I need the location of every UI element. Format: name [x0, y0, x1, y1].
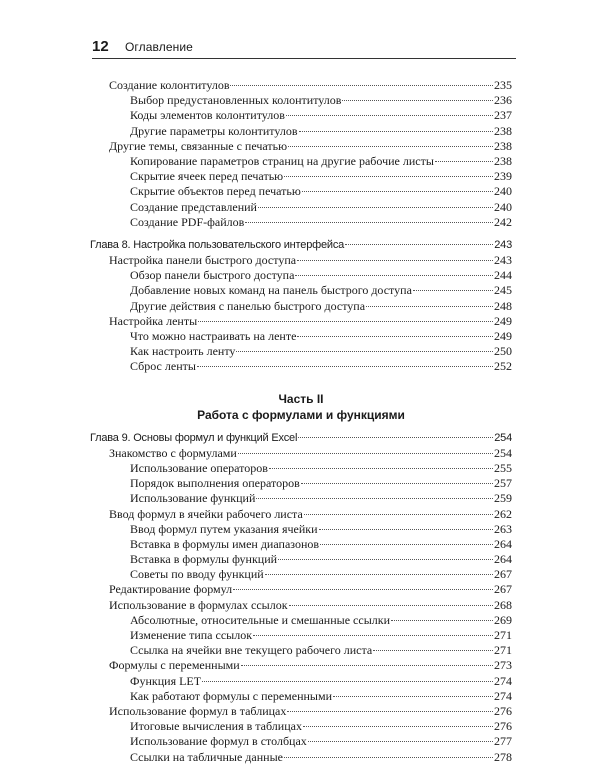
toc-entry-page-number: 252 [494, 359, 512, 374]
dot-leader [302, 191, 493, 192]
toc-entry-title: Ввод формул в ячейки рабочего листа [109, 506, 303, 521]
toc-entry-page-number: 249 [494, 313, 512, 328]
toc-entry-page-number: 242 [494, 214, 512, 229]
toc-entry-page-number: 248 [494, 298, 512, 313]
toc-entry-page-number: 250 [494, 344, 512, 359]
toc-entry-page-number: 267 [494, 582, 512, 597]
toc-entry-title: Использование формул в столбцах [130, 734, 307, 749]
toc-entry [90, 461, 512, 476]
toc-entry-title: Что можно настраивать на ленте [130, 329, 297, 343]
toc-entry-title: Другие действия с панелью быстрого доступа [130, 298, 366, 313]
toc-entry-page-number: 264 [494, 552, 512, 567]
dot-leader [373, 650, 493, 651]
toc-entry-page-number: 269 [494, 612, 512, 627]
toc-entry-page-number: 245 [494, 283, 512, 298]
toc-entry-page-number: 238 [494, 153, 512, 168]
dot-leader [301, 483, 493, 484]
toc-entry-page-number: 268 [494, 597, 512, 612]
dot-leader [435, 161, 493, 162]
toc-entry-title: Вставка в формулы имен диапазонов [130, 536, 320, 551]
toc-entry [90, 507, 512, 522]
toc-entry [90, 139, 512, 154]
dot-leader [238, 453, 493, 454]
dot-leader [198, 321, 493, 322]
toc-chapter-entry [90, 431, 512, 446]
toc-entry-page-number: 267 [494, 567, 512, 582]
toc-entry-title: Использование функций [130, 491, 256, 506]
toc-entry [90, 124, 512, 139]
toc-entry [90, 446, 512, 461]
toc-entry-title: Другие темы, связанные с печатью [109, 138, 288, 153]
toc-entry [90, 215, 512, 230]
dot-leader [333, 696, 493, 697]
toc-entry [90, 643, 512, 658]
toc-entry-title: Настройка панели быстрого доступа [109, 253, 297, 268]
toc-entry-page-number: 255 [494, 460, 512, 475]
dot-leader [284, 176, 493, 177]
toc-section-top [90, 78, 512, 375]
toc-entry [90, 299, 512, 314]
toc-entry-title: Использование операторов [130, 460, 268, 475]
toc-entry [90, 283, 512, 298]
toc-entry-title: Скрытие объектов перед печатью [130, 184, 301, 199]
toc-entry [90, 582, 512, 597]
toc-entry-title: Знакомство с формулами [109, 445, 237, 460]
toc-entry-title: Настройка ленты [109, 313, 198, 328]
table-of-contents [90, 78, 512, 765]
toc-entry-title: Вставка в формулы функций [130, 552, 278, 567]
dot-leader [202, 681, 493, 682]
dot-leader [304, 514, 493, 515]
toc-entry [90, 491, 512, 506]
toc-entry-page-number: 239 [494, 169, 512, 184]
toc-entry-page-number: 274 [494, 688, 512, 703]
toc-entry [90, 674, 512, 689]
toc-entry-title: Порядок выполнения операторов [130, 476, 300, 491]
toc-entry [90, 734, 512, 749]
toc-entry-page-number: 244 [494, 268, 512, 283]
toc-entry-page-number: 243 [494, 238, 512, 251]
toc-entry [90, 522, 512, 537]
toc-entry-title: Ввод формул путем указания ячейки [130, 521, 318, 536]
toc-entry-title: Создание представлений [130, 199, 257, 214]
toc-entry-title: Копирование параметров страниц на другие рабочие листы [130, 153, 434, 168]
dot-leader [278, 559, 493, 560]
part-heading [90, 391, 512, 423]
toc-entry [90, 169, 512, 184]
toc-entry [90, 613, 512, 628]
toc-entry-page-number: 236 [494, 93, 512, 108]
dot-leader [289, 605, 493, 606]
dot-leader [197, 366, 493, 367]
toc-entry-title: Использование формул в таблицах [109, 703, 287, 718]
toc-entry [90, 552, 512, 567]
toc-entry-page-number: 237 [494, 108, 512, 123]
toc-entry-title: Добавление новых команд на панель быстрого доступа [130, 283, 412, 298]
toc-entry [90, 689, 512, 704]
dot-leader [297, 336, 493, 337]
toc-entry [90, 750, 512, 765]
toc-entry [90, 78, 512, 93]
toc-entry [90, 93, 512, 108]
toc-entry-page-number: 264 [494, 536, 512, 551]
dot-leader [287, 711, 493, 712]
dot-leader [269, 468, 493, 469]
toc-entry [90, 184, 512, 199]
toc-entry-title: Другие параметры колонтитулов [130, 123, 298, 138]
toc-entry [90, 200, 512, 215]
dot-leader [366, 306, 493, 307]
dot-leader [233, 589, 493, 590]
toc-entry-page-number: 238 [494, 123, 512, 138]
toc-entry-page-number: 262 [494, 506, 512, 521]
toc-entry-title: Глава 8. Настройка пользовательского интерфейса [90, 238, 345, 251]
dot-leader [320, 544, 493, 545]
dot-leader [391, 620, 493, 621]
toc-entry [90, 704, 512, 719]
toc-entry-page-number: 273 [494, 658, 512, 673]
toc-entry-page-number: 276 [494, 703, 512, 718]
toc-entry [90, 344, 512, 359]
toc-entry [90, 268, 512, 283]
toc-entry-page-number: 271 [494, 643, 512, 658]
dot-leader [245, 222, 493, 223]
toc-entry [90, 359, 512, 374]
toc-entry [90, 329, 512, 344]
dot-leader [297, 260, 493, 261]
dot-leader [236, 351, 493, 352]
toc-entry [90, 314, 512, 329]
toc-entry [90, 253, 512, 268]
toc-entry-page-number: 276 [494, 719, 512, 734]
toc-entry-page-number: 278 [494, 749, 512, 764]
dot-leader [241, 665, 493, 666]
toc-entry [90, 658, 512, 673]
toc-entry-page-number: 238 [494, 138, 512, 153]
toc-entry-page-number: 263 [494, 521, 512, 536]
toc-entry-title: Редактирование формул [109, 582, 233, 597]
dot-leader [265, 574, 493, 575]
toc-entry-page-number: 235 [494, 78, 512, 92]
toc-entry-title: Итоговые вычисления в таблицах [130, 719, 302, 734]
toc-entry-title: Ссылка на ячейки вне текущего рабочего листа [130, 643, 373, 658]
toc-entry-page-number: 259 [494, 491, 512, 506]
toc-entry-page-number: 271 [494, 628, 512, 642]
dot-leader [230, 85, 493, 86]
toc-entry-title: Скрытие ячеек перед печатью [130, 169, 284, 184]
dot-leader [253, 635, 493, 636]
toc-entry [90, 108, 512, 123]
toc-entry-title: Обзор панели быстрого доступа [130, 268, 295, 283]
dot-leader [256, 498, 493, 499]
toc-entry [90, 628, 512, 643]
toc-entry [90, 537, 512, 552]
toc-entry-title: Функция LET [130, 673, 202, 688]
dot-leader [308, 741, 493, 742]
toc-entry-title: Ссылки на табличные данные [130, 749, 283, 764]
toc-entry [90, 567, 512, 582]
toc-entry-title: Формулы с переменными [109, 658, 240, 673]
dot-leader [342, 100, 493, 101]
toc-entry-title: Выбор предустановленных колонтитулов [130, 93, 342, 108]
toc-entry-page-number: 243 [494, 253, 512, 268]
dot-leader [303, 726, 493, 727]
toc-entry-page-number: 274 [494, 673, 512, 688]
toc-entry-title: Как работают формулы с переменными [130, 688, 332, 703]
toc-entry-title: Создание колонтитулов [109, 78, 230, 92]
dot-leader [319, 529, 493, 530]
toc-entry-title: Коды элементов колонтитулов [130, 108, 285, 123]
toc-entry-title: Сброс ленты [130, 359, 196, 374]
toc-entry [90, 598, 512, 613]
toc-entry-title: Создание PDF-файлов [130, 214, 245, 229]
toc-entry [90, 719, 512, 734]
toc-entry-page-number: 254 [494, 431, 512, 444]
toc-entry-page-number: 249 [494, 329, 512, 343]
toc-entry-title: Глава 9. Основы формул и функций Excel [90, 431, 298, 444]
toc-entry-page-number: 257 [494, 476, 512, 491]
page-header [92, 36, 516, 59]
part-number: Часть II [278, 391, 324, 406]
running-title: Оглавление [125, 40, 193, 54]
dot-leader [298, 437, 493, 438]
toc-entry-page-number: 240 [494, 184, 512, 199]
toc-entry-page-number: 240 [494, 199, 512, 214]
toc-entry-title: Использование в формулах ссылок [109, 597, 288, 612]
toc-entry-title: Абсолютные, относительные и смешанные ссылки [130, 612, 390, 627]
toc-entry [90, 476, 512, 491]
dot-leader [258, 207, 493, 208]
toc-entry [90, 154, 512, 169]
dot-leader [288, 146, 493, 147]
dot-leader [413, 290, 493, 291]
toc-section-bottom [90, 431, 512, 765]
dot-leader [286, 115, 493, 116]
dot-leader [345, 244, 493, 245]
page-number: 12 [92, 38, 109, 55]
toc-chapter-entry [90, 238, 512, 253]
dot-leader [299, 131, 494, 132]
dot-leader [295, 275, 493, 276]
toc-entry-title: Советы по вводу функций [130, 567, 264, 582]
toc-entry-page-number: 277 [494, 734, 512, 749]
toc-entry-title: Как настроить ленту [130, 344, 236, 359]
toc-entry-title: Изменение типа ссылок [130, 628, 253, 642]
part-title: Работа с формулами и функциями [197, 407, 405, 422]
dot-leader [284, 757, 493, 758]
toc-entry-page-number: 254 [494, 445, 512, 460]
